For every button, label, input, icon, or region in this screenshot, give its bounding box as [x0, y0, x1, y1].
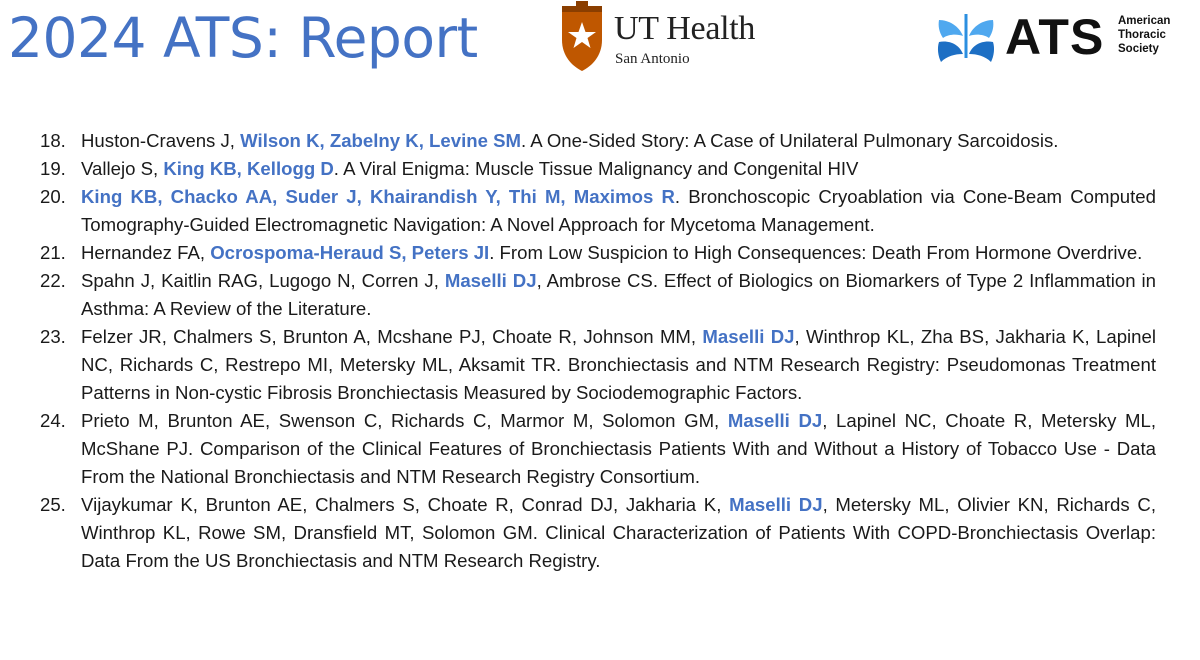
ats-society-name — [1118, 14, 1170, 56]
ats-society-line: American — [1118, 15, 1171, 27]
reference-text: Prieto M, Brunton AE, Swenson C, Richards C, Marmor M, Solomon GM, — [81, 410, 728, 431]
highlighted-authors: Maselli DJ — [729, 494, 823, 515]
reference-item — [40, 127, 1156, 155]
ats-society-line: Society — [1118, 43, 1159, 55]
highlighted-authors: Maselli DJ — [727, 410, 823, 431]
slide-title: 2024 ATS: Report — [8, 6, 478, 70]
reference-number: 24. — [40, 410, 66, 431]
reference-number: 19. — [40, 158, 66, 179]
reference-item — [40, 239, 1156, 267]
ats-acronym: ATS — [1005, 9, 1105, 65]
reference-item — [40, 491, 1156, 575]
reference-text: . A Viral Enigma: Muscle Tissue Malignancy and Congenital HIV — [333, 158, 859, 179]
reference-item — [40, 407, 1156, 491]
reference-text: . From Low Suspicion to High Consequences: Death From Hormone Overdrive. — [489, 242, 1143, 263]
reference-text: Felzer JR, Chalmers S, Brunton A, Mcshane PJ, Choate R, Johnson MM, — [81, 326, 703, 347]
reference-text: , Lapinel NC, Choate R, Metersky ML, McShane PJ. Comparison of the Clinical Features of Bronchiectasis Patients With and Without a History of Tobacco Use - Data From the National Bronchiectasis and NTM Research Registry Consortium. — [81, 410, 1156, 487]
highlighted-authors: Maselli DJ — [702, 326, 795, 347]
reference-number: 22. — [40, 270, 66, 291]
reference-text: Vallejo S, — [81, 158, 164, 179]
reference-text: , Winthrop KL, Zha BS, Jakharia K, Lapinel NC, Richards C, Restrepo MI, Metersky ML, Aksamit TR. Bronchiectasis and NTM Research Registry: Pseudomonas Treatment Patterns in Non-cystic Fibrosis Bronchiectasis Measured by Sociodemographic Factors. — [81, 326, 1156, 403]
reference-item — [40, 183, 1156, 239]
reference-item — [40, 323, 1156, 407]
ats-lung-icon — [935, 12, 997, 64]
reference-text: Huston-Cravens J, — [81, 130, 241, 151]
ats-society-line: Thoracic — [1118, 29, 1166, 41]
ut-health-subtitle: San Antonio — [615, 51, 690, 67]
reference-text: . Bronchoscopic Cryoablation via Cone-Beam Computed Tomography-Guided Electromagnetic Navigation: A Novel Approach for Mycetoma Management. — [81, 186, 1156, 235]
reference-text: , Ambrose CS. Effect of Biologics on Biomarkers of Type 2 Inflammation in Asthma: A Review of the Literature. — [81, 270, 1156, 319]
reference-number: 18. — [40, 130, 66, 151]
reference-number: 23. — [40, 326, 66, 347]
reference-text: Hernandez FA, — [81, 242, 211, 263]
reference-number: 25. — [40, 494, 66, 515]
reference-number: 21. — [40, 242, 66, 263]
highlighted-authors: Wilson K, Zabelny K, Levine SM — [240, 130, 521, 151]
reference-item — [40, 155, 1156, 183]
highlighted-authors: Maselli DJ — [444, 270, 537, 291]
reference-number: 20. — [40, 186, 66, 207]
reference-list — [40, 127, 1156, 575]
ut-shield-icon — [558, 0, 606, 72]
highlighted-authors: Ocrospoma-Heraud S, Peters JI — [210, 242, 490, 263]
reference-text: . A One-Sided Story: A Case of Unilateral Pulmonary Sarcoidosis. — [521, 130, 1059, 151]
highlighted-authors: King KB, Chacko AA, Suder J, Khairandish Y, Thi M, Maximos R — [81, 186, 675, 207]
highlighted-authors: King KB, Kellogg D — [163, 158, 334, 179]
ut-health-name: UT Health — [614, 10, 756, 47]
reference-text: Vijaykumar K, Brunton AE, Chalmers S, Choate R, Conrad DJ, Jakharia K, — [81, 494, 730, 515]
reference-text: Spahn J, Kaitlin RAG, Lugogo N, Corren J, — [81, 270, 445, 291]
reference-text: , Metersky ML, Olivier KN, Richards C, Winthrop KL, Rowe SM, Dransfield MT, Solomon GM. Clinical Characterization of Patients With COPD-Bronchiectasis Overlap: Data From the US Bronchiectasis and NTM Research Registry. — [81, 494, 1156, 571]
reference-item — [40, 267, 1156, 323]
